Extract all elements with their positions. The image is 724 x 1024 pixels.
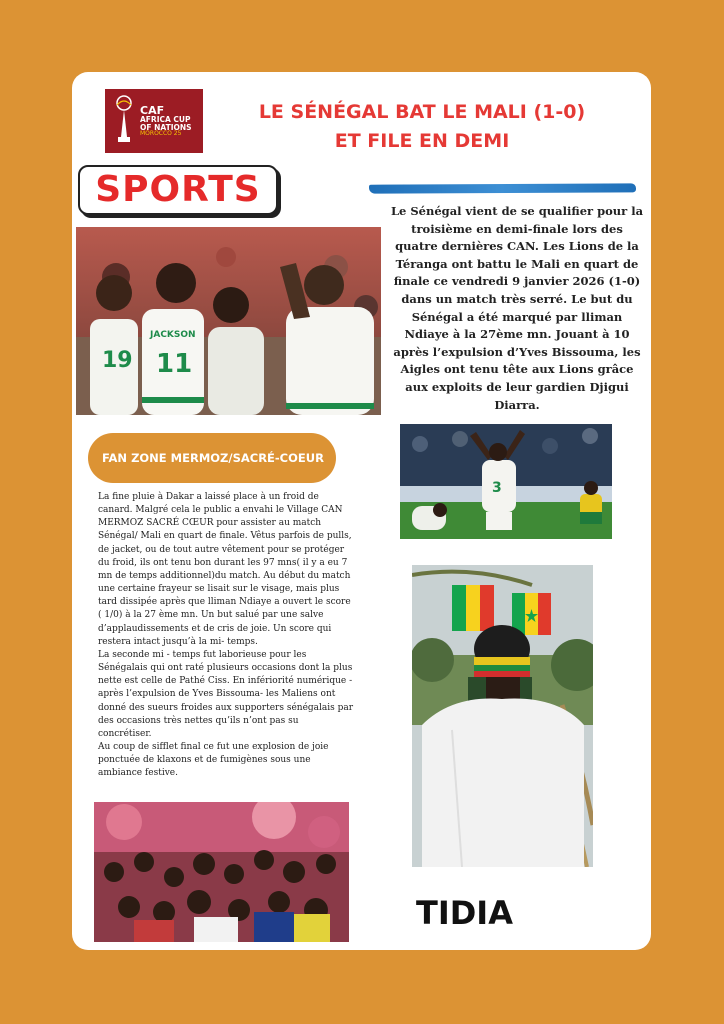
headline-line-1: LE SÉNÉGAL BAT LE MALI (1-0): [258, 101, 586, 123]
jersey-name: JACKSON: [150, 330, 196, 340]
senegal-flag-icon: [512, 593, 551, 635]
article-paragraph-1: La fine pluie à Dakar a laissé place à un froid de canard. Malgré cela le public a envahi le Village CAN MERMOZ SACRÉ CŒUR pour assister au match Sénégal/ Mali en quart de finale. Vêtus parfois de pulls, de jacket, ou de tout autre vêtement pour se protéger du froid, ils ont tenu bon durant les 97 mns( il y a eu 7 mn de temps additionnel)du match. Au début du match une certaine frayeur se lisait sur le visage, mais plus tard dissipée après que lliman Ndiaye a ouvert le score ( 1/0) à la 27 ème mn. Un but salué par une salve d’applaudissements et de cris de joie. Un score qui restera intact jusqu’à la mi- temps.: [98, 492, 352, 647]
headline-line-2: ET FILE EN DEMI: [334, 130, 510, 152]
logo-line-3: OF NATIONS: [140, 122, 192, 132]
fan-zone-title: FAN ZONE MERMOZ/SACRÉ-COEUR: [88, 433, 336, 483]
headline: [242, 98, 602, 156]
logo-line-4: MOROCCO 25: [140, 130, 182, 137]
trophy-icon: [111, 93, 137, 149]
logo-caf-text: CAF: [140, 104, 165, 117]
section-label: SPORTS: [78, 165, 278, 215]
newspaper-page: [72, 72, 651, 950]
blue-brush-divider: [369, 183, 636, 193]
afcon-logo: [105, 89, 203, 153]
logo-line-2: AFRICA CUP: [140, 115, 191, 124]
jersey-number-3: 3: [492, 480, 502, 496]
signature: TIDIA: [416, 894, 513, 932]
mali-flag-icon: [452, 585, 494, 631]
article-paragraph-2: La seconde mi - temps fut laborieuse pour les Sénégalais qui ont raté plusieurs occasions dont la plus nette est celle de Pathé Ciss. En infériorité numérique -après l’expulsion de Yves Bissouma- les Maliens ont donné des sueurs froides aux supporters sénégalais par des occasions très nettes qu’ils n’ont pas su concrétiser.: [98, 649, 354, 739]
players-celebrating-photo: [76, 227, 381, 415]
jersey-number-19: 19: [102, 348, 133, 373]
fan-zone-article: [98, 491, 354, 780]
article-paragraph-3: Au coup de sifflet final ce fut une explosion de joie ponctuée de klaxons et de fumigènes sous une ambiance festive.: [98, 741, 329, 779]
supporter-with-flags-photo: [412, 565, 593, 867]
intro-paragraph: Le Sénégal vient de se qualifier pour la troisième en demi-finale lors des quatre dernières CAN. Les Lions de la Téranga ont battu le Mali en quart de finale ce vendredi 9 janvier 2026 (1-0) dans un match très serré. Le but du Sénégal a été marqué par lliman Ndiaye à la 27ème mn. Jouant à 10 après l’expulsion d’Yves Bissouma, les Aigles ont tenu tête aux Lions grâce aux exploits de leur gardien Djigui Diarra.: [390, 204, 644, 412]
fan-zone-crowd-photo: [94, 802, 349, 942]
player-on-pitch-photo: [400, 424, 612, 539]
jersey-number-11: 11: [156, 349, 193, 379]
